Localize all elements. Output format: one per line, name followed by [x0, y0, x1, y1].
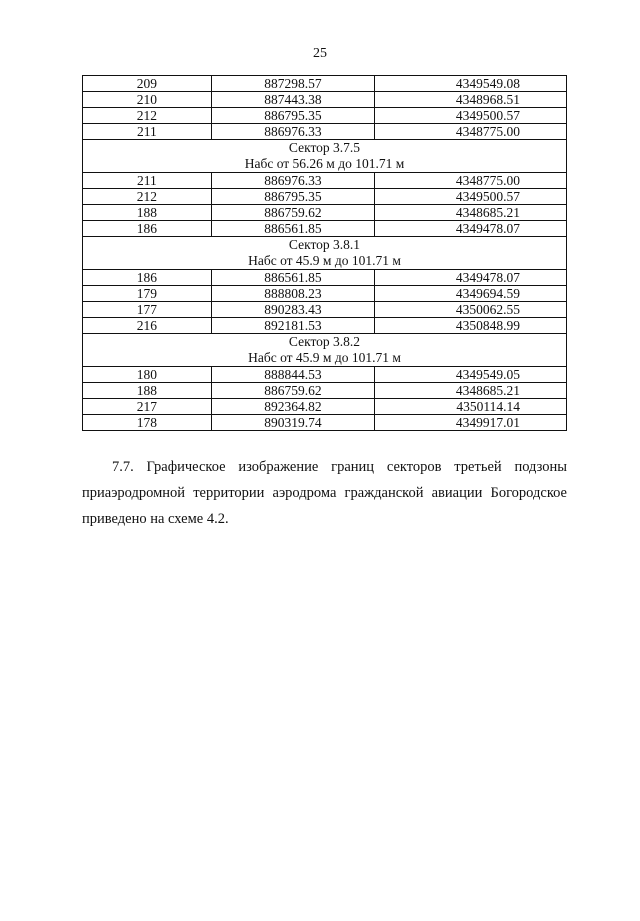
point-number-cell: 179 [83, 286, 212, 302]
page-number: 25 [313, 46, 327, 61]
sector-header-row [83, 237, 567, 270]
coordinates-table [82, 75, 567, 431]
y-coordinate-cell: 4350114.14 [375, 399, 567, 415]
x-coordinate-cell: 886759.62 [211, 205, 374, 221]
table-row [83, 92, 567, 108]
y-coordinate-cell: 4350848.99 [375, 318, 567, 334]
y-coordinate-cell: 4349478.07 [375, 221, 567, 237]
y-coordinate-cell: 4349549.05 [375, 367, 567, 383]
table-row [83, 270, 567, 286]
y-coordinate-cell: 4348968.51 [375, 92, 567, 108]
sector-height-range: Нaбс от 45.9 м до 101.71 м [248, 350, 401, 365]
point-number-cell: 209 [83, 76, 212, 92]
y-coordinate-cell: 4349917.01 [375, 415, 567, 431]
y-coordinate-cell: 4349549.08 [375, 76, 567, 92]
x-coordinate-cell: 886561.85 [211, 221, 374, 237]
sector-header-cell [83, 140, 567, 173]
x-coordinate-cell: 888808.23 [211, 286, 374, 302]
x-coordinate-cell: 888844.53 [211, 367, 374, 383]
table-row [83, 367, 567, 383]
x-coordinate-cell: 886759.62 [211, 383, 374, 399]
y-coordinate-cell: 4349500.57 [375, 108, 567, 124]
point-number-cell: 212 [83, 189, 212, 205]
table-row [83, 302, 567, 318]
table-row [83, 76, 567, 92]
table-row [83, 108, 567, 124]
point-number-cell: 180 [83, 367, 212, 383]
table-row [83, 383, 567, 399]
point-number-cell: 178 [83, 415, 212, 431]
x-coordinate-cell: 886976.33 [211, 173, 374, 189]
table-row [83, 286, 567, 302]
sector-height-range: Нaбс от 45.9 м до 101.71 м [248, 253, 401, 268]
sector-title: Сектор 3.8.2 [288, 334, 361, 349]
sector-header-cell [83, 334, 567, 367]
x-coordinate-cell: 892181.53 [211, 318, 374, 334]
table-row [83, 205, 567, 221]
x-coordinate-cell: 886976.33 [211, 124, 374, 140]
point-number-cell: 211 [83, 173, 212, 189]
point-number-cell: 186 [83, 270, 212, 286]
y-coordinate-cell: 4349478.07 [375, 270, 567, 286]
y-coordinate-cell: 4350062.55 [375, 302, 567, 318]
table-row [83, 173, 567, 189]
y-coordinate-cell: 4348685.21 [375, 383, 567, 399]
y-coordinate-cell: 4348685.21 [375, 205, 567, 221]
x-coordinate-cell: 887443.38 [211, 92, 374, 108]
y-coordinate-cell: 4349694.59 [375, 286, 567, 302]
x-coordinate-cell: 890319.74 [211, 415, 374, 431]
point-number-cell: 188 [83, 205, 212, 221]
point-number-cell: 212 [83, 108, 212, 124]
point-number-cell: 211 [83, 124, 212, 140]
x-coordinate-cell: 886561.85 [211, 270, 374, 286]
x-coordinate-cell: 890283.43 [211, 302, 374, 318]
table-row [83, 415, 567, 431]
sector-header-row [83, 140, 567, 173]
point-number-cell: 210 [83, 92, 212, 108]
x-coordinate-cell: 892364.82 [211, 399, 374, 415]
y-coordinate-cell: 4348775.00 [375, 124, 567, 140]
table-row [83, 221, 567, 237]
sector-header-cell [83, 237, 567, 270]
table-row [83, 399, 567, 415]
sector-height-range: Нaбс от 56.26 м до 101.71 м [244, 156, 405, 171]
sector-title: Сектор 3.8.1 [288, 237, 361, 252]
point-number-cell: 217 [83, 399, 212, 415]
point-number-cell: 186 [83, 221, 212, 237]
x-coordinate-cell: 887298.57 [211, 76, 374, 92]
table-row [83, 124, 567, 140]
sector-title: Сектор 3.7.5 [288, 140, 361, 155]
table-row [83, 189, 567, 205]
y-coordinate-cell: 4348775.00 [375, 173, 567, 189]
table-row [83, 318, 567, 334]
coordinates-table-body [83, 76, 567, 431]
x-coordinate-cell: 886795.35 [211, 189, 374, 205]
paragraph-7-7 [82, 454, 567, 532]
point-number-cell: 188 [83, 383, 212, 399]
paragraph-text: 7.7. Графическое изображение границ секторов третьей подзоны приаэродромной территории аэродрома гражданской авиации Богородское приведено на схеме 4.2. [82, 459, 567, 527]
point-number-cell: 177 [83, 302, 212, 318]
sector-header-row [83, 334, 567, 367]
point-number-cell: 216 [83, 318, 212, 334]
x-coordinate-cell: 886795.35 [211, 108, 374, 124]
y-coordinate-cell: 4349500.57 [375, 189, 567, 205]
